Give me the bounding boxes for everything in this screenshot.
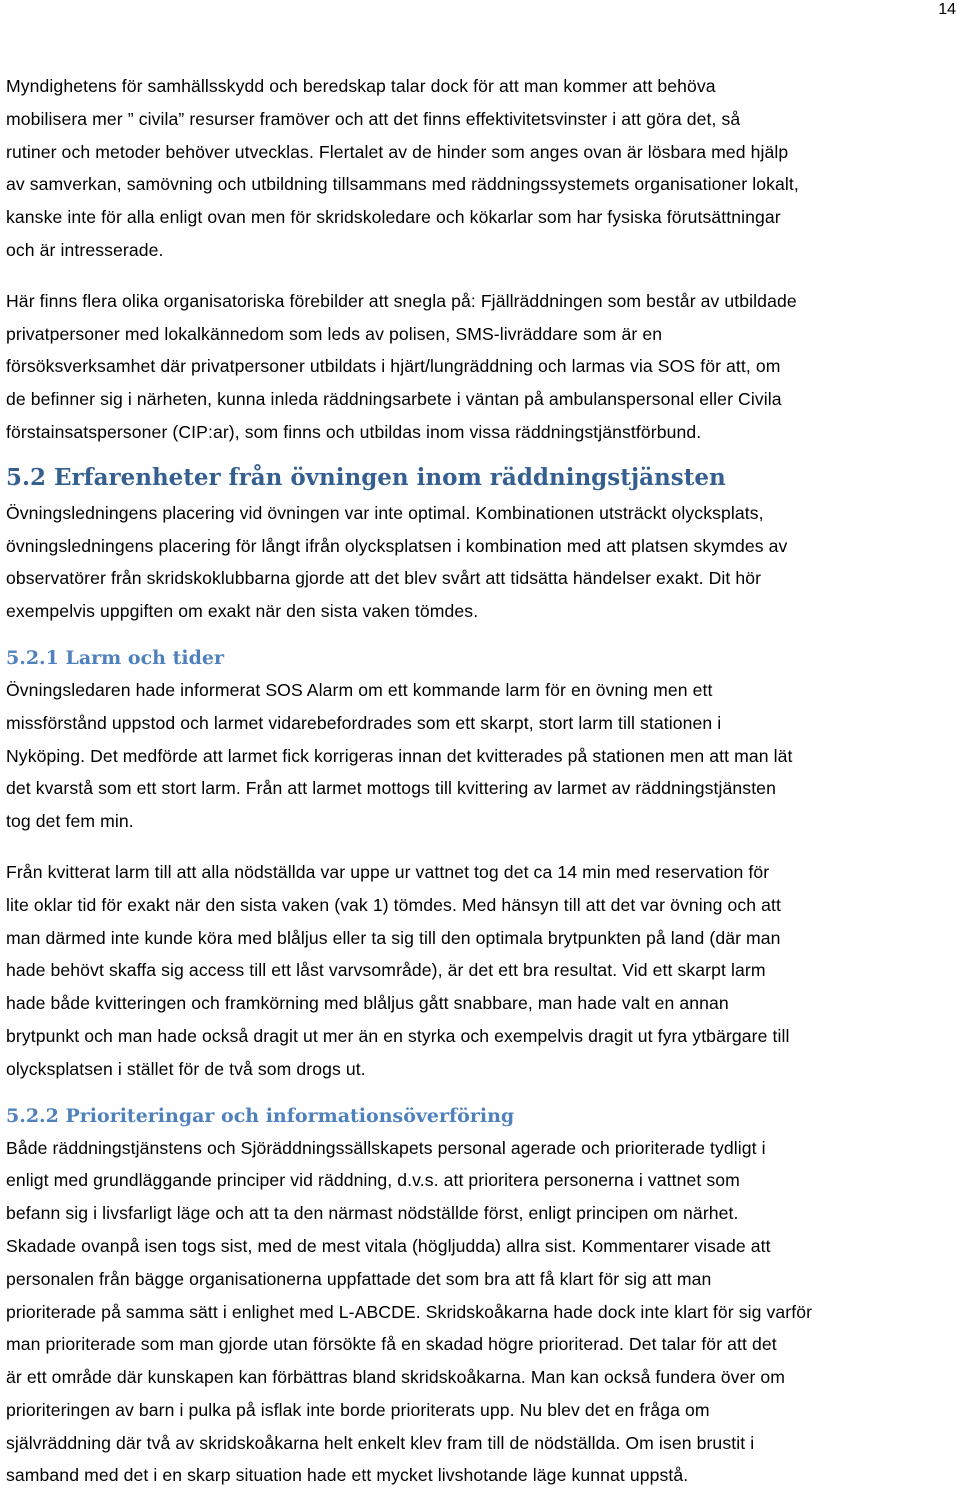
paragraph xyxy=(6,285,956,449)
paragraph xyxy=(6,1132,956,1493)
section-heading: 5.2 Erfarenheter från övningen inom räddningstjänsten xyxy=(6,463,726,491)
text-line: man prioriterade som man gjorde utan försökte få en skadad högre prioriterad. Det talar för att det xyxy=(6,1334,777,1355)
text-line: samband med det i en skarp situation hade ett mycket livshotande läge kunnat uppstå. xyxy=(6,1465,689,1486)
text-line: försöksverksamhet där privatpersoner utbildats i hjärt/lungräddning och larmas via SOS för att, om xyxy=(6,356,781,377)
text-line: Övningsledaren hade informerat SOS Alarm om ett kommande larm för en övning men ett xyxy=(6,679,713,700)
text-line: lite oklar tid för exakt när den sista vaken (vak 1) tömdes. Med hänsyn till att det var övning och att xyxy=(6,894,782,915)
text-line: hade behövt skaffa sig access till ett låst varvsområde), är det ett bra resultat. Vid ett skarpt larm xyxy=(6,960,766,981)
document-body xyxy=(6,70,956,1492)
paragraph xyxy=(6,674,956,838)
text-line: de befinner sig i närheten, kunna inleda räddningsarbete i väntan på ambulanspersonal eller Civila xyxy=(6,389,782,410)
text-line: prioriterade på samma sätt i enlighet med L-ABCDE. Skridskoåkarna hade dock inte klart för sig varför xyxy=(6,1301,813,1322)
text-line: och är intresserade. xyxy=(6,239,164,260)
text-line: observatörer från skridskoklubbarna gjorde att det blev svårt att tidsätta händelser exakt. Dit hör xyxy=(6,568,762,589)
text-line: förstainsatspersoner (CIP:ar), som finns och utbildas inom vissa räddningstjänstförbund. xyxy=(6,421,702,442)
text-line: självräddning där två av skridskoåkarna helt enkelt klev fram till de nödställda. Om isen brustit i xyxy=(6,1432,755,1453)
text-line: Skadade ovanpå isen togs sist, med de mest vitala (högljudda) allra sist. Kommentarer visade att xyxy=(6,1235,771,1256)
text-line: personalen från bägge organisationerna uppfattade det som bra att få klart för sig att man xyxy=(6,1268,712,1289)
text-line: av samverkan, samövning och utbildning tillsammans med räddningssystemets organisationer lokalt, xyxy=(6,174,799,195)
text-line: brytpunkt och man hade också dragit ut mer än en styrka och exempelvis dragit ut fyra ytbärgare till xyxy=(6,1025,790,1046)
text-line: tog det fem min. xyxy=(6,811,134,832)
text-line: enligt med grundläggande principer vid räddning, d.v.s. att prioritera personerna i vattnet som xyxy=(6,1170,740,1191)
page-number: 14 xyxy=(938,1,956,18)
paragraph xyxy=(6,497,956,628)
text-line: kanske inte för alla enligt ovan men för skridskoledare och kökarlar som har fysiska förutsättningar xyxy=(6,207,781,228)
text-line: Myndighetens för samhällsskydd och beredskap talar dock för att man kommer att behöva xyxy=(6,76,716,96)
text-line: missförstånd uppstod och larmet vidarebefordrades som ett skarpt, stort larm till stationen i xyxy=(6,712,722,733)
text-line: privatpersoner med lokalkännedom som leds av polisen, SMS-livräddare som är en xyxy=(6,323,663,344)
text-line: prioriteringen av barn i pulka på isflak inte borde prioriterats upp. Nu blev det en fråga om xyxy=(6,1399,710,1420)
text-line: mobilisera mer ” civila” resurser framöver och att det finns effektivitetsvinster i att göra det, så xyxy=(6,108,741,129)
text-line: Övningsledningens placering vid övningen var inte optimal. Kombinationen utsträckt olycksplats, xyxy=(6,502,764,523)
text-line: Både räddningstjänstens och Sjöräddningssällskapets personal agerade och prioriterade tydligt i xyxy=(6,1137,766,1158)
text-line: är ett område där kunskapen kan förbättras bland skridskoåkarna. Man kan också fundera över om xyxy=(6,1367,786,1388)
text-line: exempelvis uppgiften om exakt när den sista vaken tömdes. xyxy=(6,601,479,622)
text-line: befann sig i livsfarligt läge och att ta den närmast nödställde först, enligt principen om närhet. xyxy=(6,1203,739,1224)
text-line: övningsledningens placering för långt ifrån olycksplatsen i kombination med att platsen skymdes av xyxy=(6,535,788,556)
text-line: Nyköping. Det medförde att larmet fick korrigeras innan det kvitterades på stationen men att man lät xyxy=(6,745,793,766)
paragraph xyxy=(6,856,956,1086)
text-line: olycksplatsen i stället för de två som drogs ut. xyxy=(6,1058,366,1079)
text-line: Från kvitterat larm till att alla nödställda var uppe ur vattnet tog det ca 14 min med reservation för xyxy=(6,861,770,882)
text-line: Här finns flera olika organisatoriska förebilder att snegla på: Fjällräddningen som består av utbildade xyxy=(6,290,797,311)
text-line: hade både kvitteringen och framkörning med blåljus gått snabbare, man hade valt en annan xyxy=(6,993,729,1014)
text-line: det kvarstå som ett stort larm. Från att larmet mottogs till kvittering av larmet av räddningstjänsten xyxy=(6,778,776,799)
subsection-heading: 5.2.2 Prioriteringar och informationsöverföring xyxy=(6,1104,515,1127)
text-line: man därmed inte kunde köra med blåljus eller ta sig till den optimala brytpunkten på land (där man xyxy=(6,927,781,948)
text-line: rutiner och metoder behöver utvecklas. Flertalet av de hinder som anges ovan är lösbara med hjälp xyxy=(6,141,789,162)
subsection-heading: 5.2.1 Larm och tider xyxy=(6,646,224,669)
paragraph xyxy=(6,70,956,267)
